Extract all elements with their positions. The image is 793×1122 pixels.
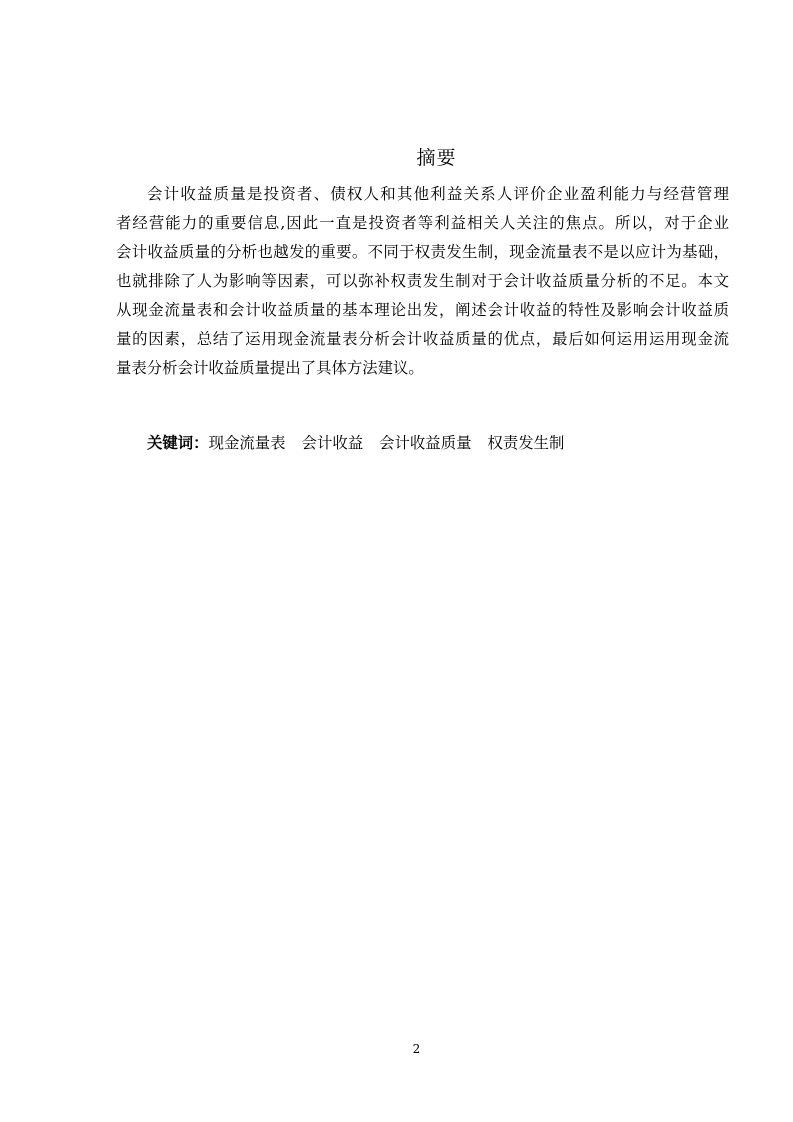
keyword: 会计收益质量 — [379, 434, 472, 452]
keywords-line — [147, 429, 580, 457]
keyword: 会计收益 — [301, 434, 364, 452]
abstract-line: 量表分析会计收益质量提出了具体方法建议。 — [116, 359, 424, 377]
page-number: 2 — [412, 1042, 421, 1056]
abstract-title: 摘要 — [416, 147, 457, 169]
abstract-line: 会计收益质量是投资者、债权人和其他利益关系人评价企业盈利能力与经营管理 — [147, 185, 729, 203]
keywords-label: 关键词： — [147, 434, 209, 452]
abstract-line: 也就排除了人为影响等因素，可以弥补权责发生制对于会计收益质量分析的不足。本文 — [116, 272, 729, 290]
abstract-line: 从现金流量表和会计收益质量的基本理论出发，阐述会计收益的特性及影响会计收益质 — [116, 301, 729, 319]
abstract-line: 会计收益质量的分析也越发的重要。不同于权责发生制，现金流量表不是以应计为基础， — [116, 243, 729, 261]
keyword: 权责发生制 — [487, 434, 565, 452]
abstract-body — [116, 180, 729, 383]
keyword: 现金流量表 — [208, 434, 286, 452]
abstract-line: 量的因素，总结了运用现金流量表分析会计收益质量的优点，最后如何运用运用现金流 — [116, 330, 729, 348]
abstract-line: 者经营能力的重要信息,因此一直是投资者等利益相关人关注的焦点。所以，对于企业 — [116, 214, 729, 232]
